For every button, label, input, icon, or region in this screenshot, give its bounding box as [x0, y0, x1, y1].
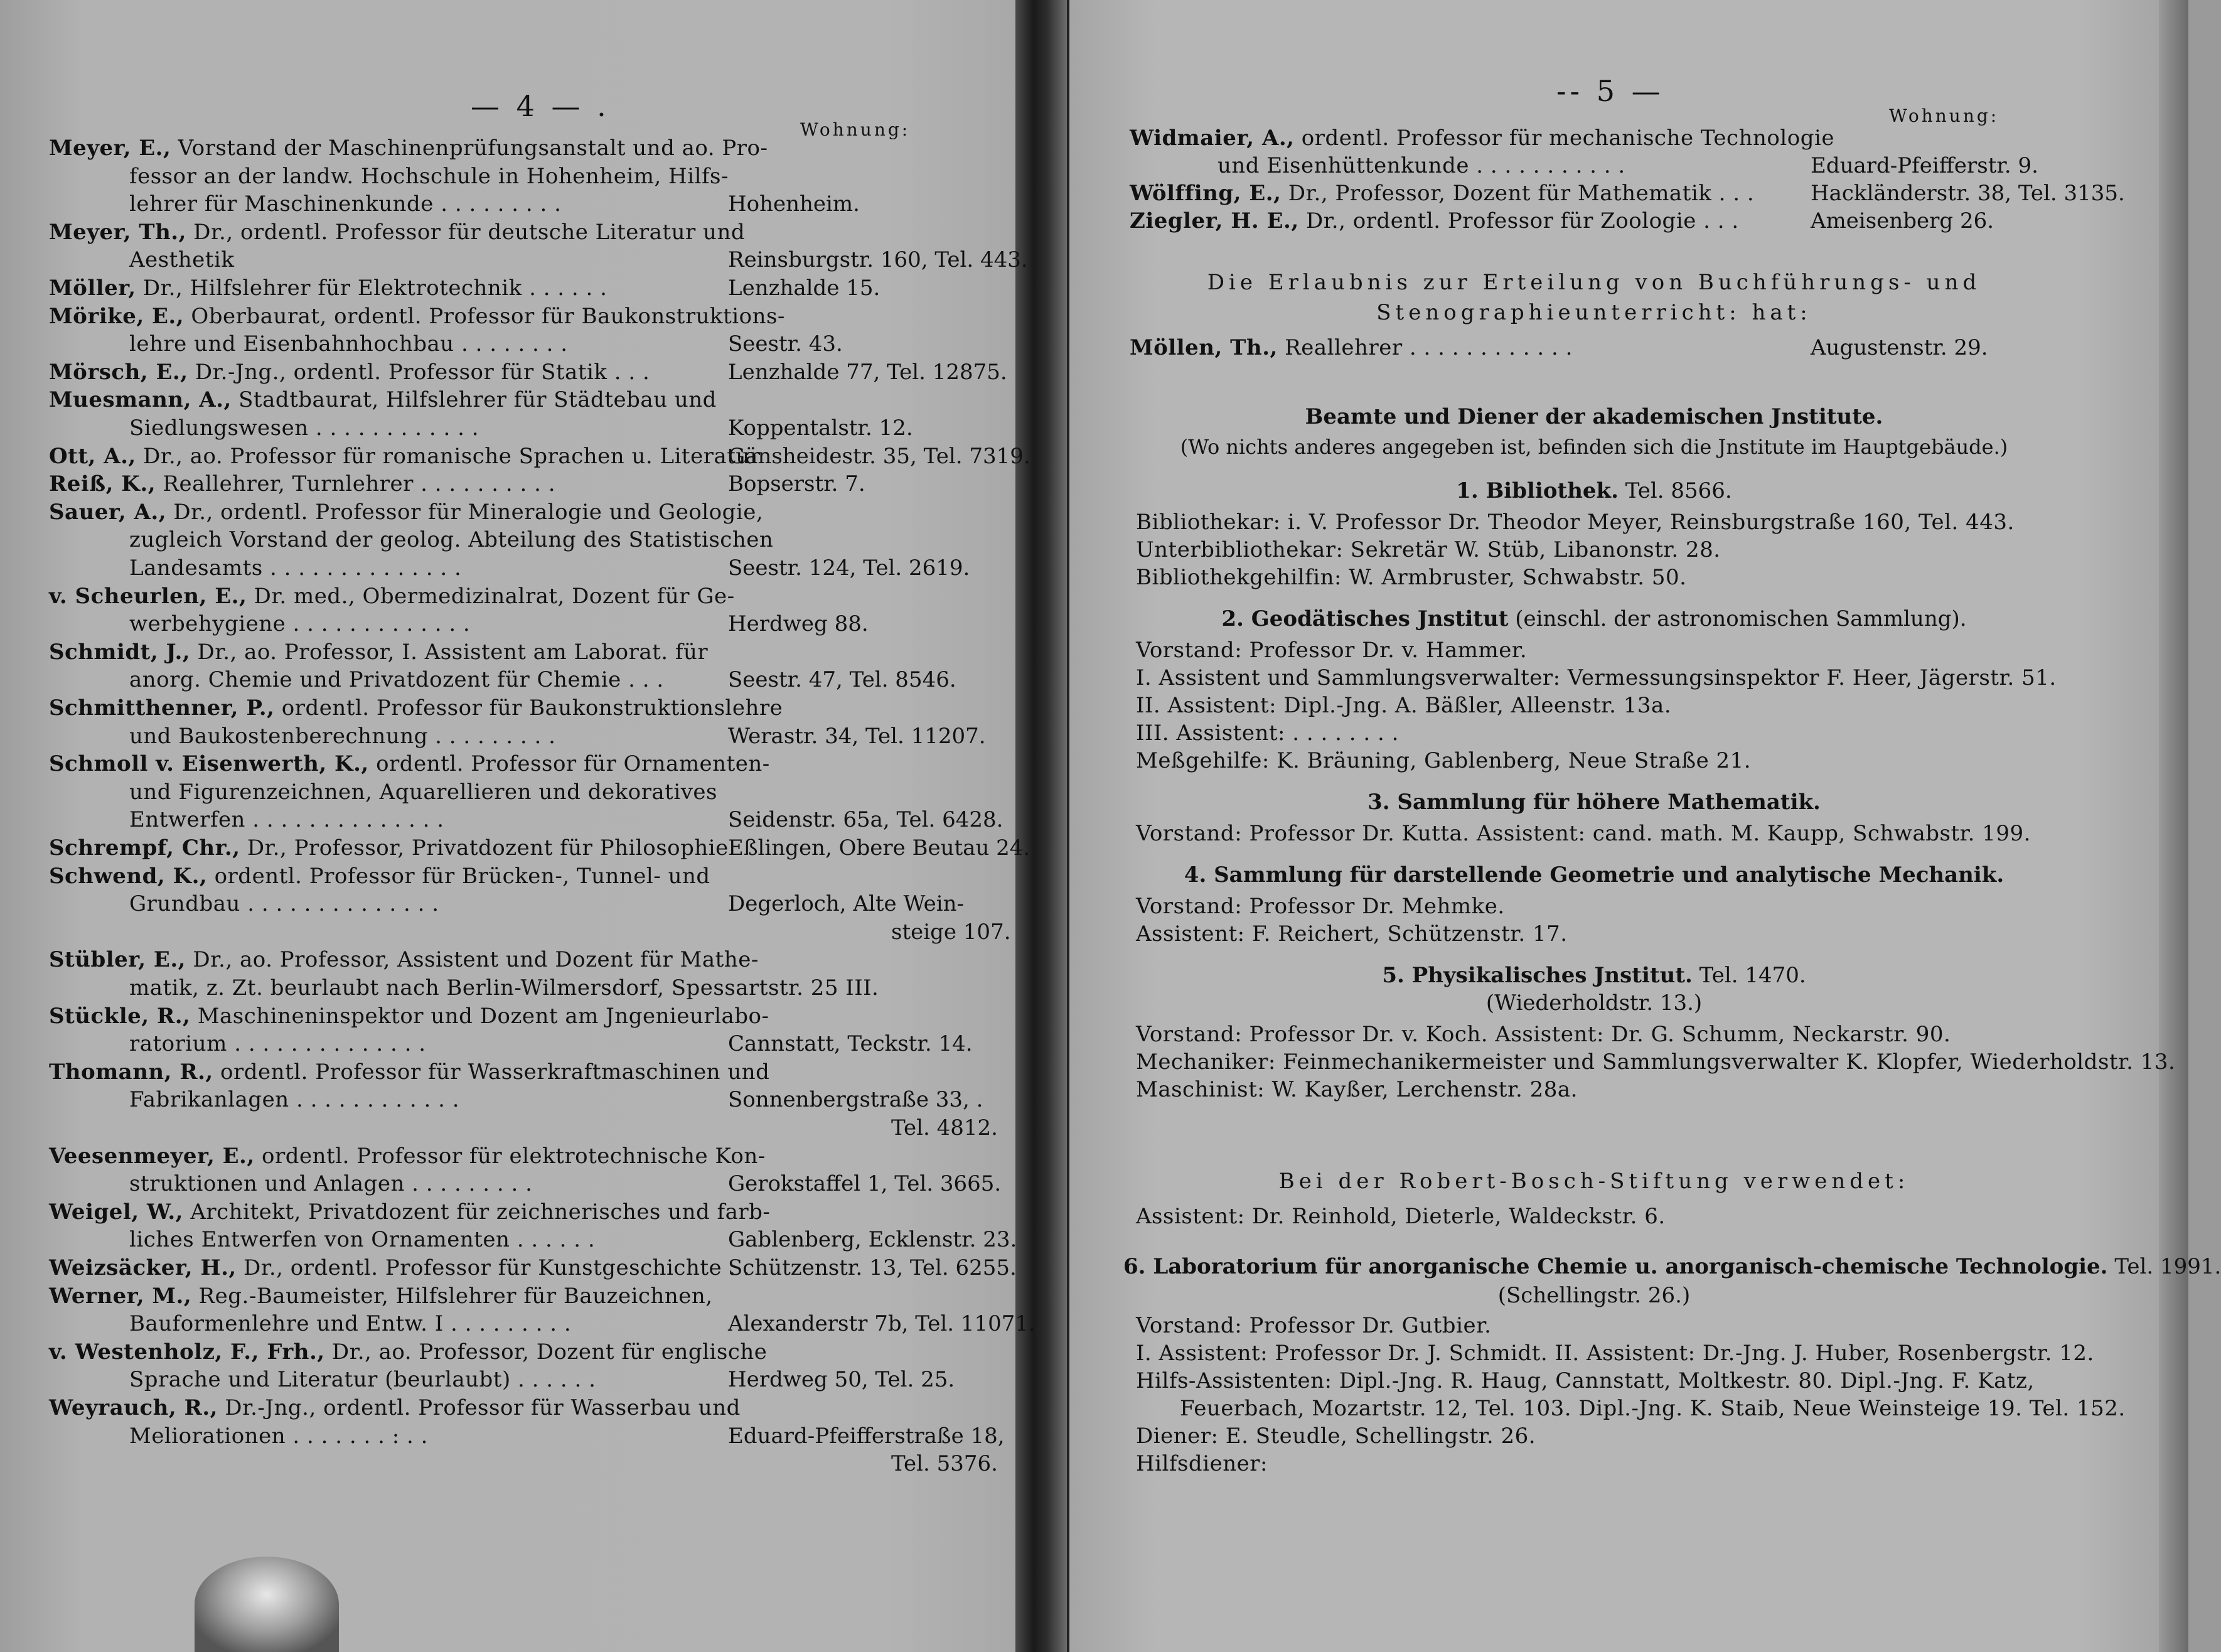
entry-text: Dr., ao. Professor, Assistent und Dozent für Mathe-	[186, 947, 759, 973]
entry-name: Schrempf, Chr.,	[49, 835, 240, 861]
entry-address: Koppentalstr. 12.	[728, 416, 913, 441]
institutes-heading: Beamte und Diener der akademischen Jnstitute.	[1305, 404, 1883, 429]
entry-line	[129, 526, 773, 554]
entry-line	[49, 303, 785, 330]
entry-address: Lenzhalde 15.	[728, 276, 880, 301]
section-heading	[1123, 605, 2065, 633]
section-title: 5. Physikalisches Jnstitut.	[1382, 963, 1693, 988]
section-title: 3. Sammlung für höhere Mathematik.	[1367, 790, 1821, 815]
page-number-right: -- 5 —	[1556, 74, 1664, 108]
entry-text: ordentl. Professor für mechanische Technologie	[1294, 126, 1834, 151]
entry-name: Möller,	[49, 276, 136, 301]
entry-address: Eßlingen, Obere Beutau 24.	[728, 835, 1030, 861]
entry-text: und Eisenhüttenkunde . . . . . . . . . . .	[1218, 153, 1625, 178]
entry-line	[49, 1338, 767, 1366]
entry-name: Schmoll v. Eisenwerth, K.,	[49, 751, 369, 777]
entry-text: Dr.-Jng., ordentl. Professor für Statik . . .	[188, 359, 650, 385]
permission-text: Reallehrer . . . . . . . . . . . .	[1277, 335, 1573, 360]
entry-name: Schwend, K.,	[49, 863, 208, 889]
entry-text: Dr., ordentl. Professor für deutsche Literatur und	[186, 219, 746, 245]
entry-name: v. Westenholz, F., Frh.,	[49, 1339, 325, 1365]
entry-line	[129, 163, 729, 190]
section-6-line: Vorstand: Professor Dr. Gutbier.	[1136, 1313, 1492, 1338]
entry-name: Thomann, R.,	[49, 1059, 213, 1085]
entry-line	[129, 806, 444, 834]
section-6-extra: Tel. 1991.	[2107, 1254, 2221, 1279]
section-line: Maschinist: W. Kayßer, Lerchenstr. 28a.	[1136, 1077, 1578, 1102]
entry-address: Gablenberg, Ecklenstr. 23.	[728, 1227, 1017, 1253]
entry-line	[1130, 124, 1834, 152]
entry-line	[49, 274, 607, 302]
entry-line	[49, 358, 650, 386]
entry-line	[129, 1422, 428, 1450]
section-title: 1. Bibliothek.	[1456, 478, 1619, 503]
entry-line	[49, 1198, 770, 1226]
entry-line	[49, 134, 768, 162]
entry-name: Sauer, A.,	[49, 499, 167, 525]
entry-text: lehrer für Maschinenkunde . . . . . . . . .	[129, 191, 562, 217]
entry-name: Meyer, E.,	[49, 136, 171, 161]
section-line: Meßgehilfe: K. Bräuning, Gablenberg, Neue Straße 21.	[1136, 748, 1752, 773]
institutes-note: (Wo nichts anderes angegeben ist, befinden sich die Jnstitute im Hauptgebäude.)	[1180, 435, 2008, 459]
entry-line	[49, 470, 555, 498]
entry-address: Sonnenbergstraße 33, .	[728, 1087, 983, 1113]
entry-text: Dr., ordentl. Professor für Zoologie . . .	[1298, 208, 1739, 233]
entry-text: Dr., Professor, Dozent für Mathematik . . .	[1281, 181, 1755, 206]
entry-line	[129, 1366, 596, 1393]
entry-line	[129, 554, 461, 582]
entry-name: Mörsch, E.,	[49, 359, 188, 385]
section-line: Assistent: F. Reichert, Schützenstr. 17.	[1136, 921, 1568, 947]
entry-text: Reg.-Baumeister, Hilfslehrer für Bauzeichnen,	[191, 1283, 713, 1309]
section-6-line: Diener: E. Steudle, Schellingstr. 26.	[1136, 1424, 1536, 1449]
section-line: III. Assistent: . . . . . . . .	[1136, 721, 1399, 746]
entry-line	[49, 862, 710, 890]
entry-text: ratorium . . . . . . . . . . . . . .	[129, 1031, 426, 1057]
section-line: Vorstand: Professor Dr. Kutta. Assistent: cand. math. M. Kaupp, Schwabstr. 199.	[1136, 821, 2031, 846]
entry-address: Eduard-Pfeifferstraße 18,	[728, 1423, 1005, 1449]
section-extra: (einschl. der astronomischen Sammlung).	[1508, 606, 1967, 631]
entry-text: struktionen und Anlagen . . . . . . . . .	[129, 1171, 533, 1197]
entry-line	[49, 582, 735, 610]
section-line: Bibliothekar: i. V. Professor Dr. Theodor Meyer, Reinsburgstraße 160, Tel. 443.	[1136, 510, 2015, 535]
entry-line	[49, 218, 745, 246]
entry-line	[129, 246, 234, 274]
section-line: II. Assistent: Dipl.-Jng. A. Bäßler, Alleenstr. 13a.	[1136, 693, 1672, 718]
entry-name: Meyer, Th.,	[49, 219, 186, 245]
permission-address: Augustenstr. 29.	[1811, 335, 1988, 360]
entry-address: Bopserstr. 7.	[728, 471, 865, 497]
section-line: Vorstand: Professor Dr. v. Hammer.	[1136, 638, 1528, 663]
entry-text: Fabrikanlagen . . . . . . . . . . . .	[129, 1087, 460, 1113]
entry-name: Stückle, R.,	[49, 1003, 191, 1029]
entry-address: Cannstatt, Teckstr. 14.	[728, 1031, 973, 1057]
entry-line	[129, 890, 439, 918]
entry-line	[1218, 152, 1625, 180]
entry-address: Alexanderstr 7b, Tel. 11071.	[728, 1311, 1036, 1337]
entry-name: Weigel, W.,	[49, 1199, 184, 1225]
entry-line	[129, 778, 717, 806]
entry-line	[129, 610, 470, 638]
entry-name: Veesenmeyer, E.,	[49, 1143, 255, 1169]
section-line: I. Assistent und Sammlungsverwalter: Vermessungsinspektor F. Heer, Jägerstr. 51.	[1136, 665, 2057, 690]
entry-address: Eduard-Pfeifferstr. 9.	[1811, 153, 2038, 178]
section-6-title: 6. Laboratorium für anorganische Chemie u. anorganisch-chemische Technologie.	[1123, 1254, 2108, 1279]
entry-line	[1130, 207, 1739, 235]
entry-line	[129, 1310, 571, 1338]
section-line: Mechaniker: Feinmechanikermeister und Sammlungsverwalter K. Klopfer, Wiederholdstr. 13.	[1136, 1049, 2176, 1075]
permission-entry	[1130, 334, 1573, 362]
entry-line	[129, 414, 479, 442]
entry-text: und Baukostenberechnung . . . . . . . . .	[129, 723, 556, 749]
entry-line	[129, 330, 568, 358]
entry-text: Sprache und Literatur (beurlaubt) . . . . . .	[129, 1367, 596, 1393]
column-heading-left: Wohnung:	[800, 119, 911, 140]
entry-address: Degerloch, Alte Wein-	[728, 891, 964, 917]
entry-address: Lenzhalde 77, Tel. 12875.	[728, 359, 1007, 385]
entry-line	[49, 1394, 741, 1422]
page-number-left: — 4 — .	[471, 89, 610, 123]
permission-heading-line-1: Die Erlaubnis zur Erteilung von Buchführungs- und	[1207, 270, 1981, 295]
bosch-line: Assistent: Dr. Reinhold, Dieterle, Waldeckstr. 6.	[1136, 1204, 1666, 1229]
entry-address: Hackländerstr. 38, Tel. 3135.	[1811, 181, 2125, 206]
section-6-heading	[1123, 1253, 2221, 1280]
section-6-line: I. Assistent: Professor Dr. J. Schmidt. II. Assistent: Dr.-Jng. J. Huber, Rosenbergstr. 12.	[1136, 1341, 2094, 1366]
entry-text: Meliorationen . . . . . . . : . .	[129, 1423, 428, 1449]
entry-name: Schmitthenner, P.,	[49, 695, 275, 721]
entry-text: und Figurenzeichnen, Aquarellieren und dekoratives	[129, 779, 717, 805]
entry-line	[49, 1282, 713, 1310]
entry-name: Muesmann, A.,	[49, 387, 232, 413]
entry-text: Dr., ao. Professor für romanische Sprachen u. Literatur	[136, 443, 761, 469]
entry-text: werbehygiene . . . . . . . . . . . . .	[129, 611, 471, 637]
entry-text: Aesthetik	[129, 247, 235, 273]
entry-text: zugleich Vorstand der geolog. Abteilung des Statistischen	[129, 527, 774, 553]
entry-text: ordentl. Professor für elektrotechnische Kon-	[254, 1143, 766, 1169]
section-line: Bibliothekgehilfin: W. Armbruster, Schwabstr. 50.	[1136, 565, 1687, 590]
entry-line	[49, 442, 761, 470]
entry-text: Dr.-Jng., ordentl. Professor für Wasserbau und	[218, 1395, 741, 1420]
entry-text: Dr., Hilfslehrer für Elektrotechnik . . . . . .	[136, 276, 607, 301]
bosch-heading: Bei der Robert-Bosch-Stiftung verwendet:	[1278, 1169, 1910, 1194]
entry-text: matik, z. Zt. beurlaubt nach Berlin-Wilmersdorf, Spessartstr. 25 III.	[129, 975, 879, 1000]
entry-name: Schmidt, J.,	[49, 639, 191, 665]
section-extra: Tel. 1470.	[1692, 963, 1806, 988]
entry-text: Siedlungswesen . . . . . . . . . . . .	[129, 416, 479, 441]
entry-line	[49, 1254, 750, 1282]
entry-line	[129, 1226, 595, 1253]
entry-name: Wölffing, E.,	[1130, 181, 1282, 206]
entry-text: ordentl. Professor für Wasserkraftmaschinen und	[213, 1059, 770, 1085]
entry-address: Hohenheim.	[728, 191, 860, 217]
entry-address-cont: Tel. 5376.	[891, 1451, 998, 1477]
entry-line	[49, 638, 708, 666]
permission-heading-line-2: Stenographieunterricht: hat:	[1376, 300, 1812, 325]
entry-address: Seestr. 43.	[728, 331, 843, 357]
entry-address: Herdweg 50, Tel. 25.	[728, 1367, 955, 1393]
section-extra: Tel. 8566.	[1618, 478, 1732, 503]
gutter-line	[1067, 0, 1069, 1652]
entry-text: Architekt, Privatdozent für zeichnerisches und farb-	[183, 1199, 771, 1225]
entry-address: Gerokstaffel 1, Tel. 3665.	[728, 1171, 1002, 1197]
entry-text: Vorstand der Maschinenprüfungsanstalt und ao. Pro-	[171, 136, 768, 161]
section-subheading: (Wiederholdstr. 13.)	[1485, 990, 1703, 1016]
entry-name: Weizsäcker, H.,	[49, 1255, 237, 1280]
entry-text: Maschineninspektor und Dozent am Jngenieurlabo-	[190, 1003, 769, 1029]
section-line: Unterbibliothekar: Sekretär W. Stüb, Libanonstr. 28.	[1136, 537, 1721, 562]
entry-address: Seidenstr. 65a, Tel. 6428.	[728, 807, 1003, 833]
entry-text: anorg. Chemie und Privatdozent für Chemie . . .	[129, 667, 664, 693]
entry-line	[129, 666, 664, 694]
entry-address: Seestr. 47, Tel. 8546.	[728, 667, 956, 693]
entry-text: Landesamts . . . . . . . . . . . . . .	[129, 555, 462, 581]
entry-name: Stübler, E.,	[49, 947, 186, 973]
entry-text: Oberbaurat, ordentl. Professor für Baukonstruktions-	[184, 303, 785, 329]
entry-line	[1130, 180, 1754, 207]
section-heading	[1123, 861, 2065, 889]
column-heading-right: Wohnung:	[1889, 105, 1999, 126]
entry-text: Dr., ao. Professor, I. Assistent am Laborat. für	[190, 639, 709, 665]
entry-text: ordentl. Professor für Baukonstruktionslehre	[274, 695, 783, 721]
entry-text: Dr., Professor, Privatdozent für Philosophie	[240, 835, 729, 861]
entry-line	[129, 190, 561, 218]
entry-line	[129, 1170, 532, 1198]
entry-address: Gänsheidestr. 35, Tel. 7319.	[728, 443, 1030, 469]
entry-line	[49, 1142, 766, 1170]
section-6-line: Feuerbach, Mozartstr. 12, Tel. 103. Dipl.-Jng. K. Staib, Neue Weinsteige 19. Tel. 152.	[1180, 1396, 2126, 1421]
entry-line	[49, 1002, 769, 1030]
section-line: Vorstand: Professor Dr. Mehmke.	[1136, 894, 1505, 919]
thumb-shadow	[195, 1557, 339, 1652]
entry-text: Reallehrer, Turnlehrer . . . . . . . . . .	[156, 471, 556, 497]
entry-name: Reiß, K.,	[49, 471, 156, 497]
section-6-subheading: (Schellingstr. 26.)	[1497, 1283, 1691, 1308]
entry-text: Dr., ao. Professor, Dozent für englische	[324, 1339, 768, 1365]
permission-name: Möllen, Th.,	[1130, 335, 1278, 360]
entry-address: Herdweg 88.	[728, 611, 869, 637]
section-6-line: Hilfsdiener:	[1136, 1451, 1268, 1476]
entry-text: Grundbau . . . . . . . . . . . . . .	[129, 891, 439, 917]
entry-address: Seestr. 124, Tel. 2619.	[728, 555, 970, 581]
entry-text: ordentl. Professor für Ornamenten-	[368, 751, 770, 777]
entry-text: liches Entwerfen von Ornamenten . . . . . .	[129, 1227, 596, 1253]
entry-text: Bauformenlehre und Entw. I . . . . . . . . .	[129, 1311, 572, 1337]
entry-text: Dr. med., Obermedizinalrat, Dozent für Ge-	[247, 583, 735, 609]
entry-line	[49, 834, 729, 862]
entry-address: Schützenstr. 13, Tel. 6255.	[728, 1255, 1017, 1280]
entry-address: Werastr. 34, Tel. 11207.	[728, 723, 986, 749]
entry-text: Dr., ordentl. Professor für Mineralogie und Geologie,	[166, 499, 764, 525]
entry-text: lehre und Eisenbahnhochbau . . . . . . . .	[129, 331, 568, 357]
section-heading	[1123, 788, 2065, 816]
entry-name: Widmaier, A.,	[1130, 126, 1295, 151]
entry-name: Mörike, E.,	[49, 303, 185, 329]
section-line: Vorstand: Professor Dr. v. Koch. Assistent: Dr. G. Schumm, Neckarstr. 90.	[1136, 1022, 1951, 1047]
entry-text: Stadtbaurat, Hilfslehrer für Städtebau und	[231, 387, 717, 413]
entry-name: Ziegler, H. E.,	[1130, 208, 1299, 233]
section-heading	[1123, 962, 2065, 989]
entry-line	[129, 1086, 459, 1113]
entry-name: v. Scheurlen, E.,	[49, 583, 247, 609]
entry-text: ordentl. Professor für Brücken-, Tunnel- und	[207, 863, 710, 889]
entry-address: Reinsburgstr. 160, Tel. 443.	[728, 247, 1028, 273]
entry-line	[49, 694, 783, 722]
section-heading	[1123, 477, 2065, 505]
page-edge	[2159, 0, 2188, 1652]
entry-text: Entwerfen . . . . . . . . . . . . . .	[129, 807, 444, 833]
section-6-line: Hilfs-Assistenten: Dipl.-Jng. R. Haug, Cannstatt, Moltkestr. 80. Dipl.-Jng. F. Katz,	[1136, 1368, 2035, 1393]
entry-line	[49, 1058, 769, 1086]
entry-line	[49, 386, 717, 414]
entry-line	[49, 498, 763, 526]
entry-text: Dr., ordentl. Professor für Kunstgeschichte . .	[236, 1255, 751, 1280]
entry-address-cont: Tel. 4812.	[891, 1115, 998, 1140]
entry-text: fessor an der landw. Hochschule in Hohenheim, Hilfs-	[129, 163, 729, 189]
entry-name: Ott, A.,	[49, 443, 136, 469]
entry-line	[49, 946, 759, 973]
entry-address-cont: steige 107.	[891, 919, 1011, 945]
entry-line	[129, 722, 555, 750]
entry-line	[49, 750, 770, 778]
section-title: 4. Sammlung für darstellende Geometrie und analytische Mechanik.	[1184, 862, 2004, 888]
entry-address: Ameisenberg 26.	[1811, 208, 1994, 233]
entry-name: Werner, M.,	[49, 1283, 192, 1309]
entry-line	[129, 1030, 426, 1058]
section-title: 2. Geodätisches Jnstitut	[1221, 606, 1509, 631]
entry-line	[129, 974, 879, 1002]
entry-name: Weyrauch, R.,	[49, 1395, 218, 1420]
